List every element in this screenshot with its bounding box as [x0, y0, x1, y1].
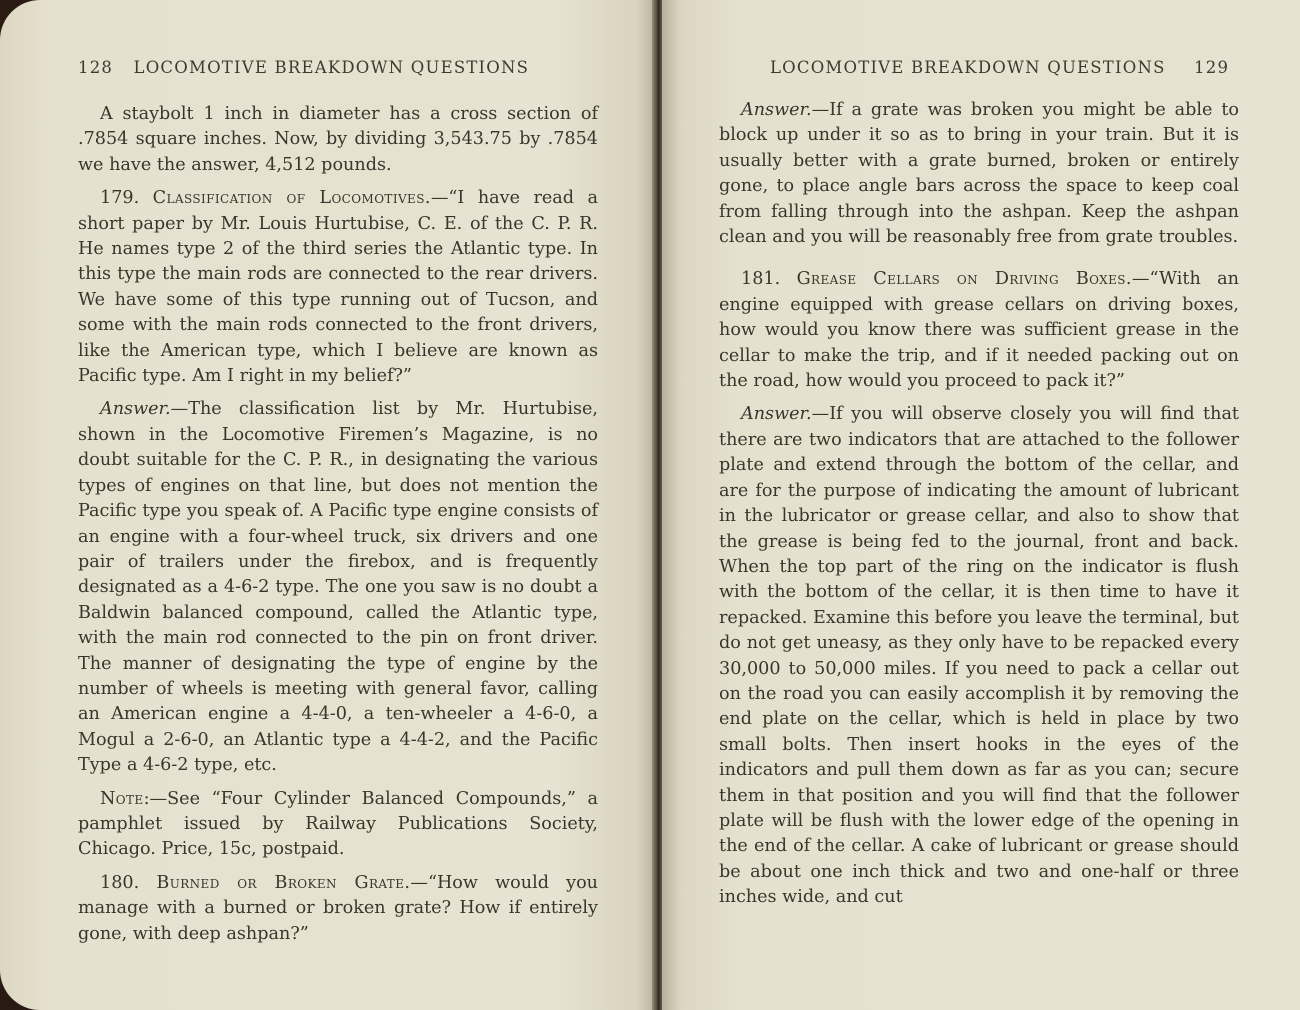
- paragraph: A staybolt 1 inch in diameter has a cross section of .7854 square inches. Now, by dividing 3,543.75 by .7854 we have the answer, 4,512 pounds.: [78, 104, 598, 175]
- question-paragraph: 181. Grease Cellars on Driving Boxes.—“With an engine equipped with grease cellars on driving boxes, how would you know there was sufficient grease in the cellar to make the trip, and if it needed packing out on the road, how would you proceed to pack it?”: [719, 269, 1239, 392]
- note-label: Note: [100, 788, 144, 809]
- answer-label: Answer.: [741, 404, 812, 425]
- question-paragraph: 179. Classification of Locomotives.—“I have read a short paper by Mr. Louis Hurtubise, C. E. of the C. P. R. He names type 2 of the third series the Atlantic type. In this type the main rods are connected to the rear drivers. We have some of this type running out of Tucson, and some with the main rods connected to the front drivers, like the American type, which I believe are known as Pacific type. Am I right in my belief?”: [78, 188, 598, 387]
- answer-label: Answer.: [741, 100, 812, 120]
- question-number: 179.: [100, 188, 140, 209]
- page-number: 129: [1194, 58, 1230, 77]
- question-number: 180.: [100, 872, 140, 893]
- page-text-right: [719, 98, 1239, 919]
- page-text-left: [78, 102, 598, 955]
- question-title: Classification of Locomotives.: [152, 188, 431, 209]
- answer-paragraph: Answer.—The classification list by Mr. Hurtubise, shown in the Locomotive Firemen’s Magazine, is no doubt suitable for the C. P. R., in designating the various types of engines on that line, but does not mention the Pacific type you speak of. A Pacific type engine consists of an engine with a four-wheel truck, six drivers and one pair of trailers under the firebox, and is frequently designated as a 4-6-2 type. The one you saw is no doubt a Baldwin balanced compound, called the Atlantic type, with the main rod connected to the pin on front driver. The manner of designating the type of engine by the number of wheels is meeting with general favor, calling an American engine a 4-4-0, a ten-wheeler a 4-6-0, a Mogul a 2-6-0, an Atlantic type a 4-4-2, and the Pacific Type a 4-6-2 type, etc.: [78, 399, 598, 776]
- question-title: Burned or Broken Grate.: [156, 872, 411, 893]
- running-title: LOCOMOTIVE BREAKDOWN QUESTIONS: [770, 58, 1166, 77]
- answer-paragraph: Answer.—If you will observe closely you will find that there are two indicators that are attached to the follower plate and extend through the bottom of the cellar, and are for the purpose of indicating the amount of lubricant in the lubricator or grease cellar, and also to show that the grease is being fed to the journal, front and back. When the top part of the ring on the indicator is flush with the bottom of the cellar, it is then time to have it repacked. Examine this before you leave the terminal, but do not get uneasy, as they only have to be repacked every 30,000 to 50,000 miles. If you need to pack a cellar out on the road you can easily accomplish it by removing the end plate on the cellar, which is held in place by two small bolts. Then insert hooks in the eyes of the indicators and pull them down as far as you can; secure them in that position and you will find that the follower plate will be flush with the lower edge of the opening in the end of the cellar. A cake of lubricant or grease should be about one inch thick and two and one-half or three inches wide, and cut: [719, 404, 1239, 908]
- right-page: [662, 0, 1300, 1010]
- question-title: Grease Cellars on Driving Boxes.: [796, 269, 1132, 290]
- running-title: LOCOMOTIVE BREAKDOWN QUESTIONS: [133, 58, 530, 77]
- answer-label: Answer.: [100, 399, 171, 420]
- note-paragraph: Note:—See “Four Cylinder Balanced Compounds,” a pamphlet issued by Railway Publications Society, Chicago. Price, 15c, postpaid.: [78, 788, 598, 860]
- page-number: 128: [78, 58, 114, 77]
- answer-paragraph: Answer.—If a grate was broken you might be able to block up under it so as to bring in your train. But it is usually better with a grate burned, broken or entirely gone, to place angle bars across the space to keep coal from falling through into the ashpan. Keep the ashpan clean and you will be reasonably free from grate troubles.: [719, 100, 1239, 248]
- page-header-left: [78, 58, 529, 77]
- page-header-right: [770, 58, 1229, 77]
- question-number: 181.: [741, 269, 781, 290]
- question-paragraph: 180. Burned or Broken Grate.—“How would you manage with a burned or broken grate? How if entirely gone, with deep ashpan?”: [78, 872, 598, 944]
